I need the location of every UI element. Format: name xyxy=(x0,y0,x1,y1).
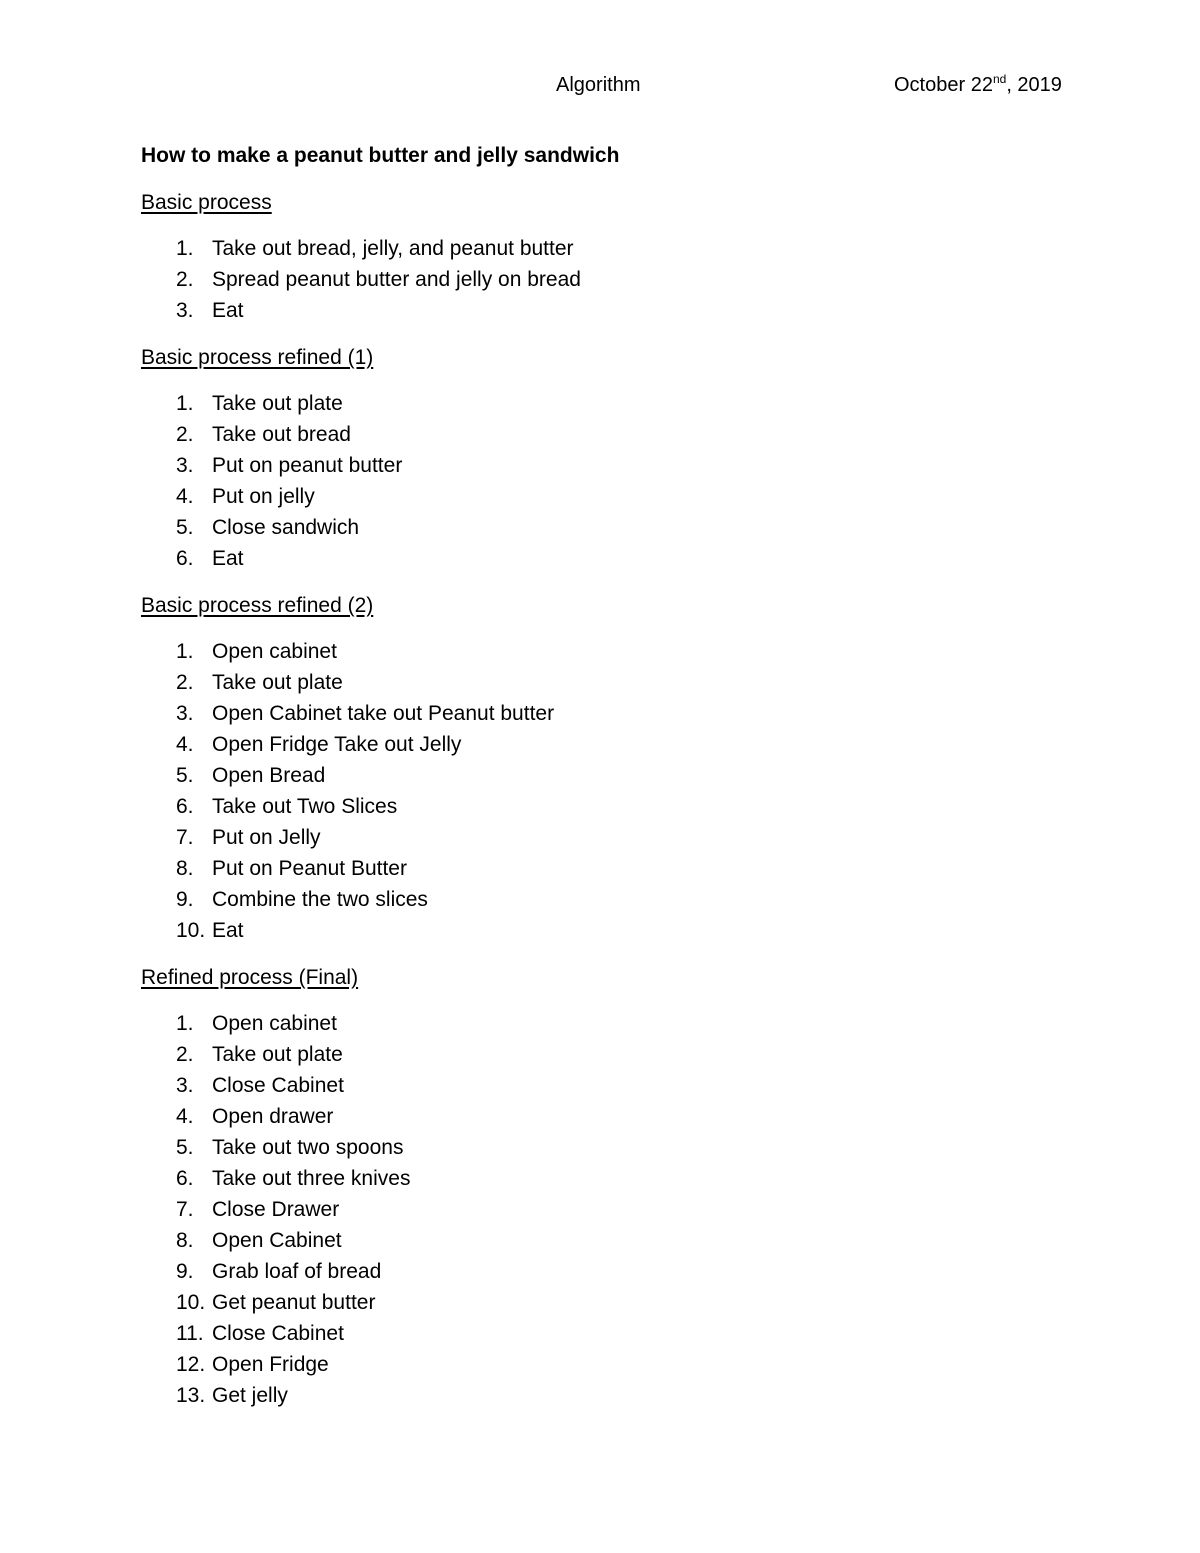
step-text: Eat xyxy=(212,919,244,942)
step-number: 4. xyxy=(176,1105,194,1128)
header-date-year: , 2019 xyxy=(1006,74,1062,96)
step-list xyxy=(141,235,1081,328)
step-text: Take out three knives xyxy=(212,1167,411,1190)
step-number: 1. xyxy=(176,237,194,260)
step-number: 3. xyxy=(176,1074,194,1097)
step-text: Grab loaf of bread xyxy=(212,1260,382,1283)
step-number: 3. xyxy=(176,299,194,322)
step-text: Get jelly xyxy=(212,1384,288,1407)
step-text: Open cabinet xyxy=(212,1012,337,1035)
list-item xyxy=(141,390,1081,421)
list-item xyxy=(141,917,1081,948)
step-text: Eat xyxy=(212,299,244,322)
step-number: 6. xyxy=(176,1167,194,1190)
step-number: 9. xyxy=(176,1260,194,1283)
step-text: Open Bread xyxy=(212,764,326,787)
step-text: Close sandwich xyxy=(212,516,360,539)
list-item xyxy=(141,1289,1081,1320)
step-text: Close Drawer xyxy=(212,1198,340,1221)
step-list xyxy=(141,1010,1081,1413)
step-text: Put on jelly xyxy=(212,485,315,508)
step-number: 2. xyxy=(176,1043,194,1066)
step-number: 2. xyxy=(176,671,194,694)
step-text: Take out plate xyxy=(212,1043,343,1066)
sections-container xyxy=(141,189,1081,1413)
step-list xyxy=(141,390,1081,576)
step-text: Put on Jelly xyxy=(212,826,321,849)
list-item xyxy=(141,545,1081,576)
list-item xyxy=(141,1382,1081,1413)
step-number: 7. xyxy=(176,826,194,849)
list-item xyxy=(141,1010,1081,1041)
step-text: Spread peanut butter and jelly on bread xyxy=(212,268,581,291)
list-item xyxy=(141,1103,1081,1134)
list-item xyxy=(141,824,1081,855)
header-date-day: October 22 xyxy=(894,74,993,96)
list-item xyxy=(141,1165,1081,1196)
list-item xyxy=(141,793,1081,824)
step-text: Put on Peanut Butter xyxy=(212,857,407,880)
header-title: Algorithm xyxy=(556,74,641,96)
step-text: Open Cabinet xyxy=(212,1229,342,1252)
step-text: Open drawer xyxy=(212,1105,334,1128)
list-item xyxy=(141,1351,1081,1382)
list-item xyxy=(141,1196,1081,1227)
step-number: 1. xyxy=(176,392,194,415)
list-item xyxy=(141,1320,1081,1351)
step-number: 4. xyxy=(176,733,194,756)
list-item xyxy=(141,266,1081,297)
step-number: 8. xyxy=(176,857,194,880)
step-text: Close Cabinet xyxy=(212,1074,344,1097)
step-number: 9. xyxy=(176,888,194,911)
list-item xyxy=(141,855,1081,886)
list-item xyxy=(141,886,1081,917)
step-text: Take out bread, jelly, and peanut butter xyxy=(212,237,574,260)
step-text: Take out plate xyxy=(212,671,343,694)
list-item xyxy=(141,1041,1081,1072)
step-text: Eat xyxy=(212,547,244,570)
step-number: 1. xyxy=(176,640,194,663)
list-item xyxy=(141,638,1081,669)
step-text: Take out two spoons xyxy=(212,1136,404,1159)
list-item xyxy=(141,297,1081,328)
step-text: Close Cabinet xyxy=(212,1322,344,1345)
step-number: 8. xyxy=(176,1229,194,1252)
step-text: Open cabinet xyxy=(212,640,337,663)
step-number: 7. xyxy=(176,1198,194,1221)
list-item xyxy=(141,1227,1081,1258)
step-number: 11. xyxy=(176,1322,204,1345)
step-number: 4. xyxy=(176,485,194,508)
list-item xyxy=(141,1134,1081,1165)
step-number: 2. xyxy=(176,268,194,291)
step-text: Take out plate xyxy=(212,392,343,415)
section-heading: Basic process refined (2) xyxy=(141,594,374,617)
list-item xyxy=(141,452,1081,483)
step-number: 5. xyxy=(176,764,194,787)
step-text: Put on peanut butter xyxy=(212,454,403,477)
list-item xyxy=(141,421,1081,452)
list-item xyxy=(141,669,1081,700)
header-date xyxy=(894,72,1062,98)
step-number: 10. xyxy=(176,1291,206,1314)
step-number: 5. xyxy=(176,1136,194,1159)
list-item xyxy=(141,1072,1081,1103)
step-number: 5. xyxy=(176,516,194,539)
list-item xyxy=(141,483,1081,514)
document-body xyxy=(141,142,1081,1429)
step-list xyxy=(141,638,1081,948)
document-title: How to make a peanut butter and jelly sandwich xyxy=(141,144,620,167)
list-item xyxy=(141,731,1081,762)
step-number: 6. xyxy=(176,547,194,570)
step-text: Take out Two Slices xyxy=(212,795,398,818)
list-item xyxy=(141,762,1081,793)
step-number: 12. xyxy=(176,1353,206,1376)
step-number: 2. xyxy=(176,423,194,446)
section-heading: Refined process (Final) xyxy=(141,966,359,989)
step-number: 10. xyxy=(176,919,206,942)
list-item xyxy=(141,514,1081,545)
step-text: Open Fridge xyxy=(212,1353,329,1376)
step-text: Open Fridge Take out Jelly xyxy=(212,733,462,756)
step-text: Get peanut butter xyxy=(212,1291,376,1314)
step-text: Open Cabinet take out Peanut butter xyxy=(212,702,555,725)
step-text: Combine the two slices xyxy=(212,888,428,911)
step-number: 1. xyxy=(176,1012,194,1035)
list-item xyxy=(141,235,1081,266)
step-number: 3. xyxy=(176,702,194,725)
step-number: 6. xyxy=(176,795,194,818)
step-number: 3. xyxy=(176,454,194,477)
list-item xyxy=(141,700,1081,731)
list-item xyxy=(141,1258,1081,1289)
header-date-suffix: nd xyxy=(992,72,1007,86)
section-heading: Basic process refined (1) xyxy=(141,346,374,369)
step-text: Take out bread xyxy=(212,423,351,446)
step-number: 13. xyxy=(176,1384,206,1407)
section-heading: Basic process xyxy=(141,191,272,214)
